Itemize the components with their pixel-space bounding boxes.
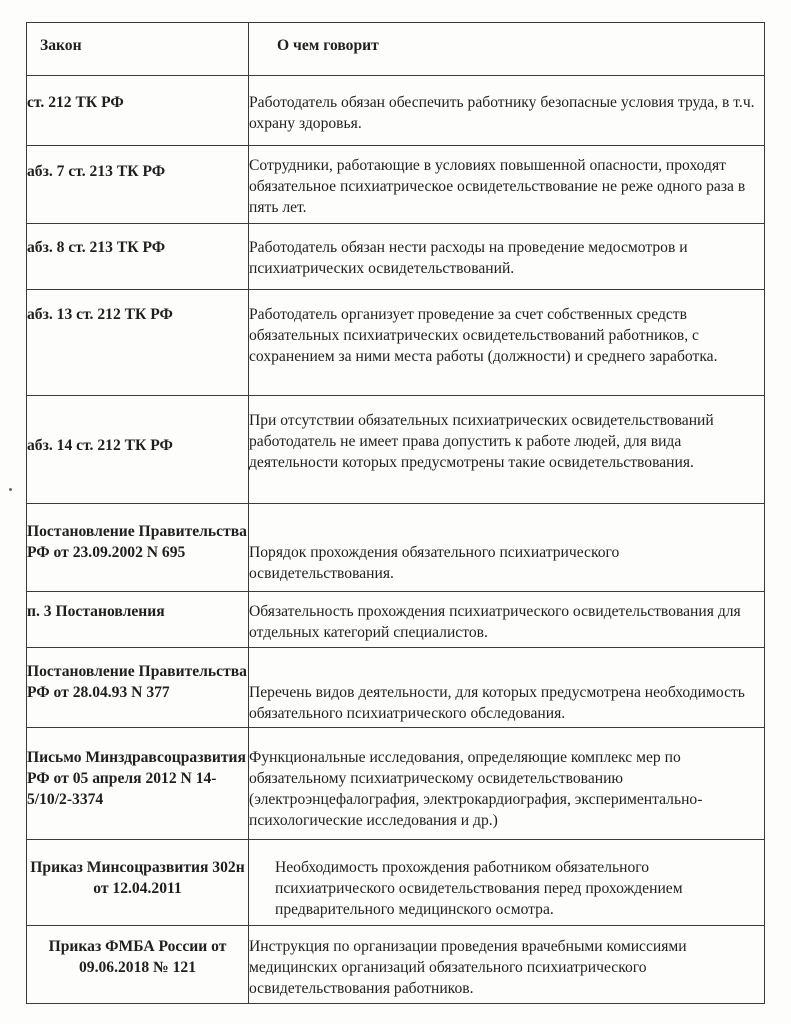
table-row [27,146,765,224]
table-row [27,728,765,840]
table-row [27,926,765,1004]
description-cell: Сотрудники, работающие в условиях повышенной опасности, проходят обязательное психиатрическое освидетельствование не реже одного раза в пять лет. [249,146,765,224]
description-cell: При отсутствии обязательных психиатрических освидетельствований работодатель не имеет права допустить к работе людей, для вида деятельности которых предусмотрены такие освидетельствования. [249,396,765,504]
description-cell: Необходимость прохождения работником обязательного психиатрического освидетельствования перед прохождением предварительного медицинского осмотра. [249,840,765,926]
table-row [27,504,765,592]
law-cell: Постановление Правительства РФ от 23.09.2002 N 695 [27,504,249,592]
table-row [27,290,765,396]
header-about: О чем говорит [249,23,765,76]
table-header-row [27,23,765,76]
header-law: Закон [27,23,249,76]
law-cell: Постановление Правительства РФ от 28.04.93 N 377 [27,648,249,728]
table-row [27,648,765,728]
law-cell: ст. 212 ТК РФ [27,76,249,146]
scan-speck [9,488,12,491]
laws-table [26,22,765,1004]
description-cell: Обязательность прохождения психиатрического освидетельствования для отдельных категорий специалистов. [249,592,765,648]
table-row [27,840,765,926]
law-cell: п. 3 Постановления [27,592,249,648]
law-cell: абз. 8 ст. 213 ТК РФ [27,224,249,290]
description-cell: Перечень видов деятельности, для которых предусмотрена необходимость обязательного психиатрического обследования. [249,648,765,728]
description-cell: Функциональные исследования, определяющие комплекс мер по обязательному психиатрическому освидетельствованию (электроэнцефалография, электрокардиография, экспериментально-психологические исследования и др.) [249,728,765,840]
description-cell: Инструкция по организации проведения врачебными комиссиями медицинских организаций обязательного психиатрического освидетельствования работников. [249,926,765,1004]
law-cell: абз. 13 ст. 212 ТК РФ [27,290,249,396]
table-row [27,76,765,146]
description-cell: Порядок прохождения обязательного психиатрического освидетельствования. [249,504,765,592]
table-row [27,224,765,290]
description-cell: Работодатель организует проведение за счет собственных средств обязательных психиатрических освидетельствований работников, с сохранением за ними места работы (должности) и среднего заработка. [249,290,765,396]
table-row [27,396,765,504]
description-cell: Работодатель обязан обеспечить работнику безопасные условия труда, в т.ч. охрану здоровья. [249,76,765,146]
description-cell: Работодатель обязан нести расходы на проведение медосмотров и психиатрических освидетельствований. [249,224,765,290]
law-cell: Приказ ФМБА России от 09.06.2018 № 121 [27,926,249,1004]
table-row [27,592,765,648]
law-cell: абз. 14 ст. 212 ТК РФ [27,396,249,504]
law-cell: Письмо Минздравсоцразвития РФ от 05 апреля 2012 N 14-5/10/2-3374 [27,728,249,840]
law-cell: абз. 7 ст. 213 ТК РФ [27,146,249,224]
law-cell: Приказ Минсоцразвития 302н от 12.04.2011 [27,840,249,926]
